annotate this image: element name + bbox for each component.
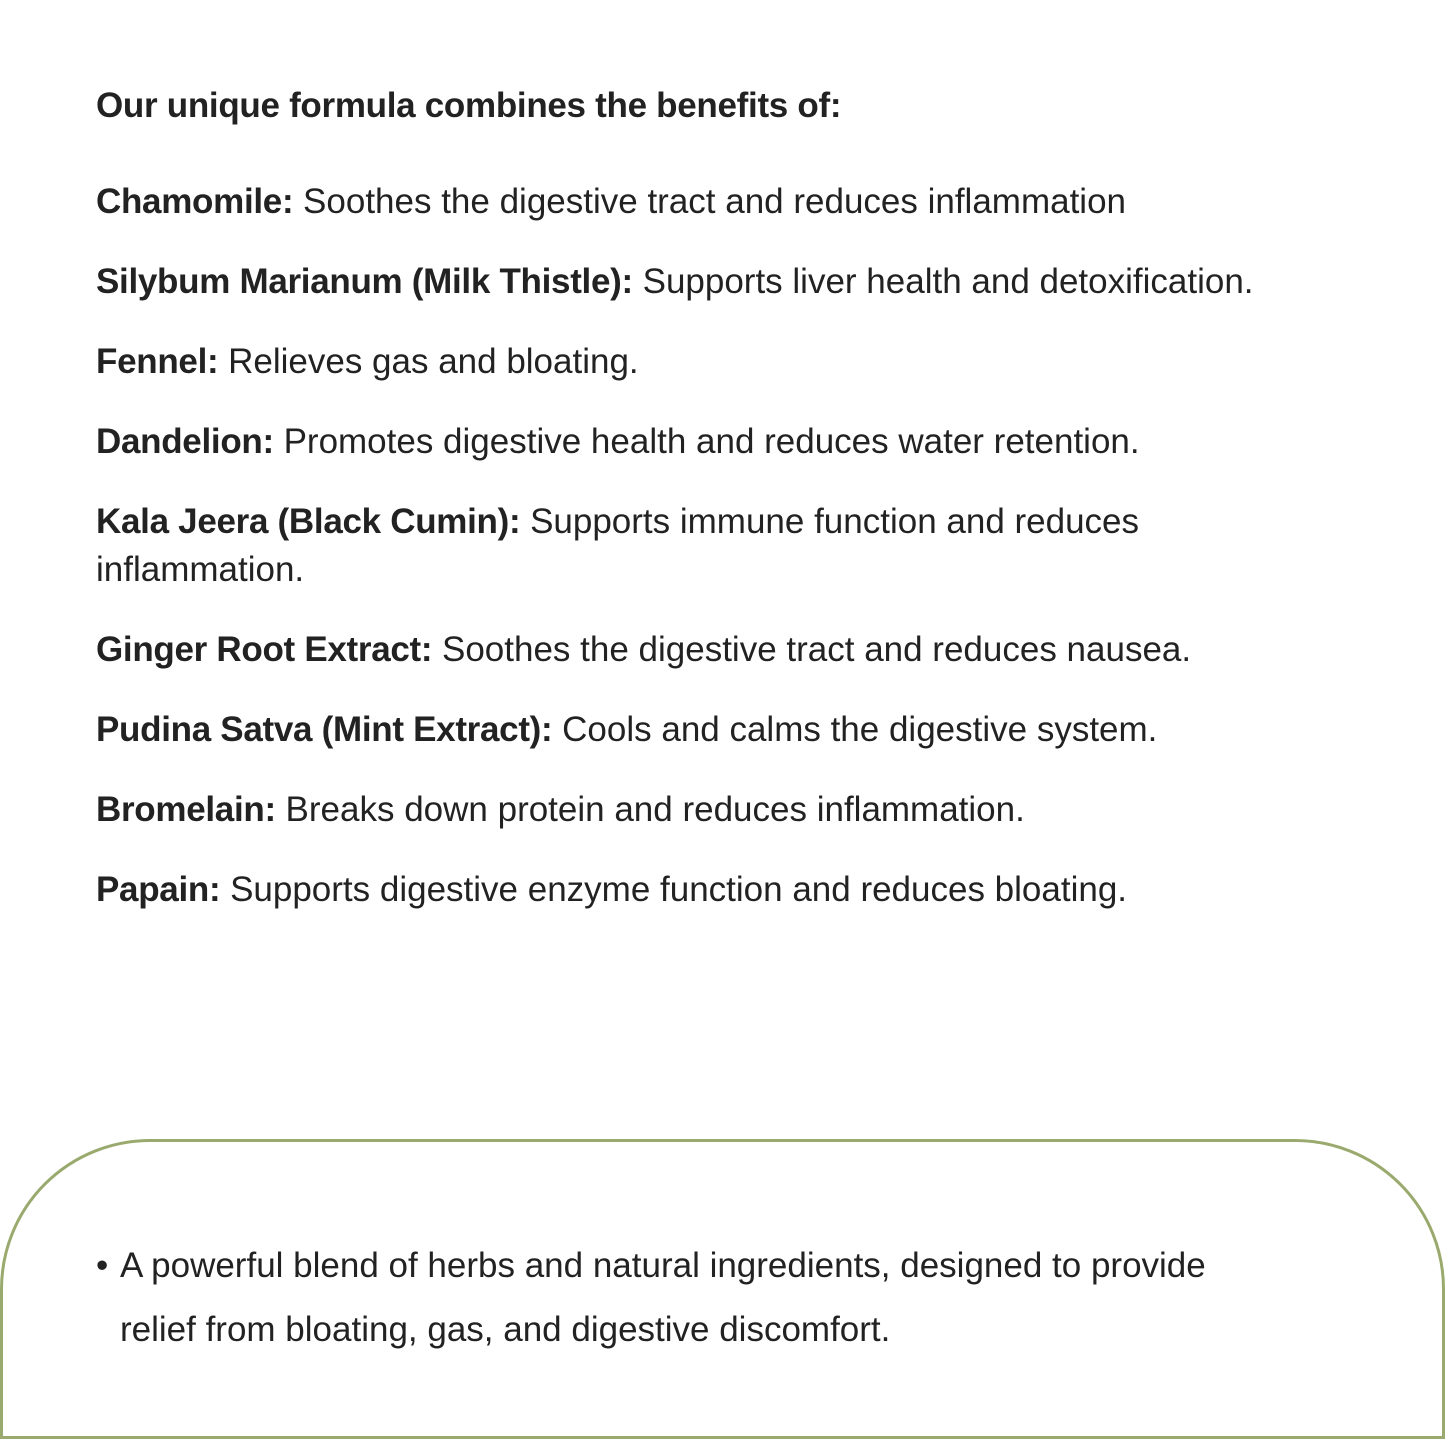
benefit-name: Kala Jeera (Black Cumin): — [96, 502, 521, 541]
intro-heading: Our unique formula combines the benefits of: — [96, 86, 842, 125]
summary-bullet — [96, 1234, 1256, 1362]
benefit-name: Ginger Root Extract: — [96, 630, 433, 669]
benefit-item-milk-thistle — [96, 258, 1346, 306]
benefit-item-ginger — [96, 626, 1346, 674]
benefit-description: Breaks down protein and reduces inflammation. — [285, 790, 1025, 829]
benefit-item-papain — [96, 866, 1346, 914]
benefit-description: Supports immune function and reduces inflammation. — [96, 502, 1140, 589]
benefit-item-chamomile — [96, 178, 1346, 226]
benefit-item-mint — [96, 706, 1346, 754]
benefit-item-fennel — [96, 338, 1346, 386]
benefit-description: Soothes the digestive tract and reduces inflammation — [303, 182, 1127, 221]
benefit-item-black-cumin — [96, 498, 1346, 594]
bullet-icon: • — [96, 1246, 109, 1285]
benefit-name: Silybum Marianum (Milk Thistle): — [96, 262, 633, 301]
benefit-name: Dandelion: — [96, 422, 274, 461]
benefit-name: Fennel: — [96, 342, 219, 381]
benefit-description: Relieves gas and bloating. — [228, 342, 639, 381]
benefit-description: Soothes the digestive tract and reduces nausea. — [442, 630, 1192, 669]
benefit-item-bromelain — [96, 786, 1346, 834]
benefit-description: Supports digestive enzyme function and reduces bloating. — [230, 870, 1128, 909]
benefits-section — [96, 82, 1346, 946]
benefit-item-dandelion — [96, 418, 1346, 466]
benefit-name: Papain: — [96, 870, 221, 909]
benefit-description: Promotes digestive health and reduces water retention. — [283, 422, 1140, 461]
benefit-name: Bromelain: — [96, 790, 276, 829]
benefit-description: Cools and calms the digestive system. — [562, 710, 1158, 749]
summary-text: A powerful blend of herbs and natural ingredients, designed to provide relief from bloating, gas, and digestive discomfort. — [120, 1246, 1206, 1349]
benefit-description: Supports liver health and detoxification. — [642, 262, 1254, 301]
benefit-name: Pudina Satva (Mint Extract): — [96, 710, 553, 749]
benefit-name: Chamomile: — [96, 182, 294, 221]
